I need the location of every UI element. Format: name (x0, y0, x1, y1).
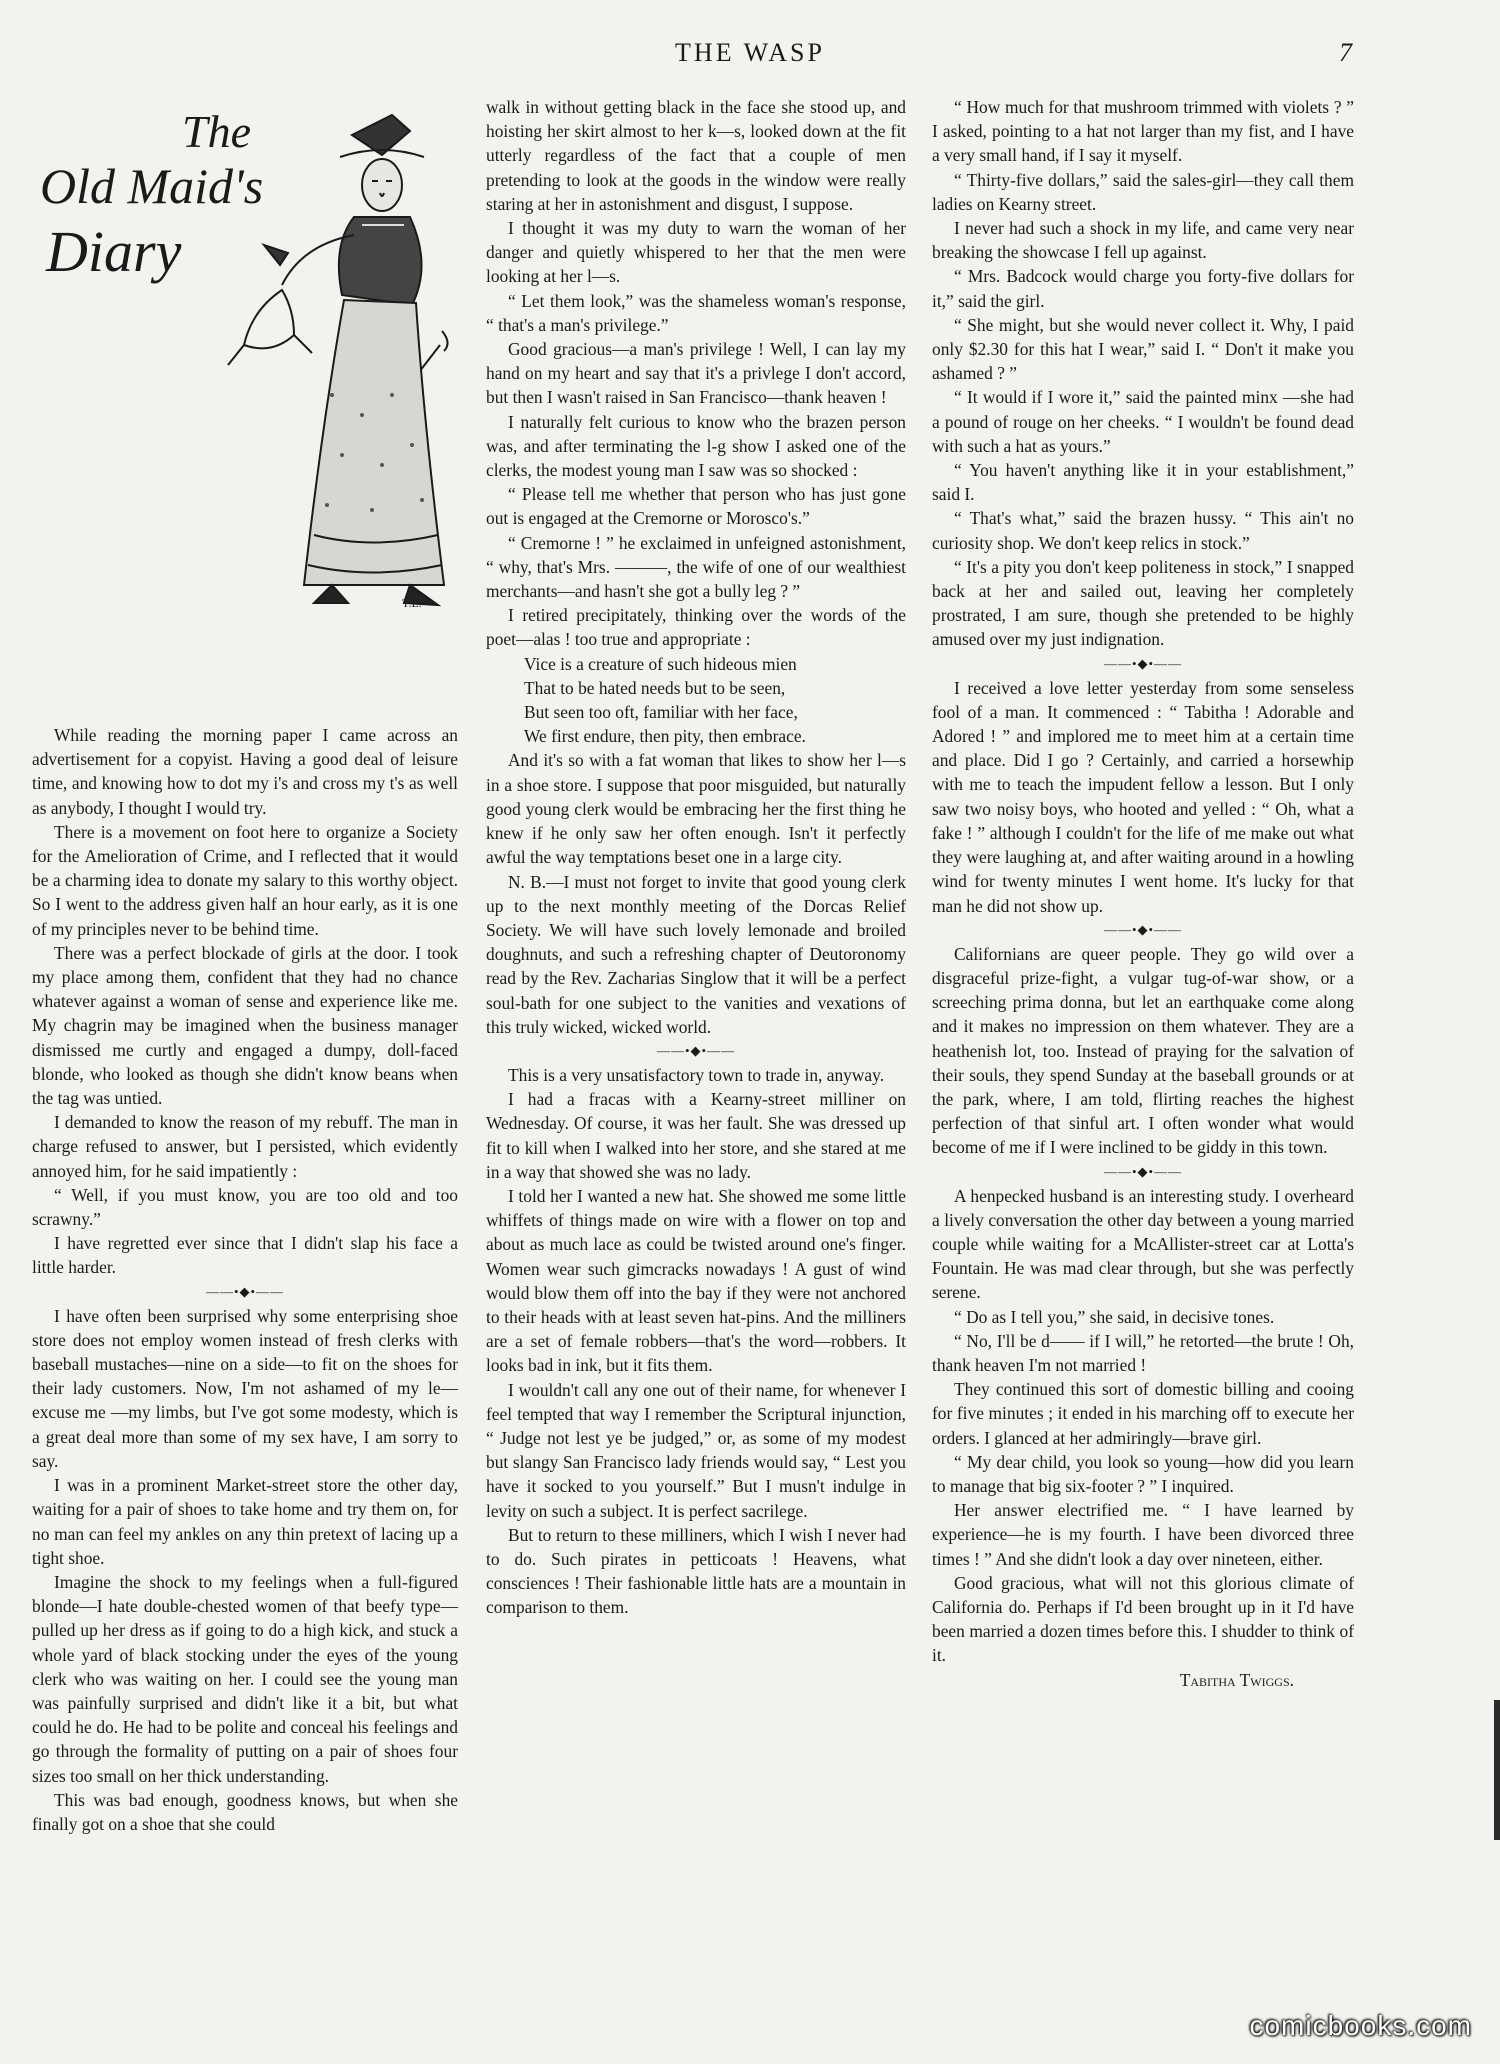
section-separator: ——•◆•—— (1103, 655, 1183, 671)
masthead: THE WASP (675, 38, 825, 67)
paragraph: I demanded to know the reason of my rebuff. The man in charge refused to answer, but I persisted, which evidently annoyed him, for he said impatiently : (32, 1112, 458, 1181)
poem-line: But seen too oft, familiar with her face, (524, 702, 798, 723)
paragraph: There is a movement on foot here to organize a Society for the Amelioration of Crime, and I reflected that it would be a charming idea to donate my salary to this worthy object. So I went to the address given half an hour early, as it is one of my principles never to be behind time. (32, 821, 458, 939)
paragraph: I have often been surprised why some enterprising shoe store does not employ women instead of fresh clerks with baseball mustaches—nine on a side—to fit on the shoes for their lady customers. Now, I'm not ashamed of my le—excuse me —my limbs, but I've got some modesty, which is a great deal more than some of my sex have, I am sorry to say. (32, 1305, 458, 1471)
old-maid-drawing (32, 95, 458, 615)
author-signature: Tabitha Twiggs. (1179, 1669, 1294, 1690)
paragraph: Imagine the shock to my feelings when a full-figured blonde—I hate double-chested women of that beefy type—pulled up her dress as if going to do a high kick, and stuck a whole yard of black stocking under the eyes of the young clerk who was waiting on her. I could see the young man was painfully surprised and didn't like it a bit, but what could he do. He had to be polite and conceal his feelings and go through the formality of putting on a pair of shoes four sizes too small on her thick understanding. (32, 1571, 458, 1786)
paragraph: This is a very unsatisfactory town to trade in, anyway. (508, 1064, 885, 1085)
paragraph: A henpecked husband is an interesting study. I overheard a lively conversation the other day between a young married couple while waiting for a McAllister-street car at Lotta's Fountain. He was mad clear through, but she was perfectly serene. (932, 1185, 1354, 1303)
paragraph: While reading the morning paper I came across an advertisement for a copyist. Having a good deal of leisure time, and knowing how to dot my i's and cross my t's as well as anybody, I thought I would try. (32, 725, 458, 818)
watermark: comicbooks.com (1249, 2010, 1472, 2041)
page-header (0, 38, 1500, 78)
paragraph: “ No, I'll be d—— if I will,” he retorted—the brute ! Oh, thank heaven I'm not married ! (932, 1330, 1354, 1375)
paragraph: Good gracious, what will not this glorious climate of California do. Perhaps if I'd been brought up in it I'd have been married a dozen times before this. I shudder to think of it. (932, 1572, 1354, 1666)
paragraph: “ You haven't anything like it in your establishment,” said I. (932, 460, 1354, 505)
section-separator: ——•◆•—— (205, 1283, 285, 1299)
paragraph: N. B.—I must not forget to invite that good young clerk up to the next monthly meeting of the Dorcas Relief Society. We will have such lovely lemonade and broiled doughnuts, and such a refreshing chapter of Deutoronomy read by the Rev. Zacharias Singlow that it will be a perfect soul-bath for one subject to the vanities and vexations of this truly wicked, wicked world. (486, 871, 906, 1037)
section-separator: ——•◆•—— (1103, 1163, 1183, 1179)
paragraph: Good gracious—a man's privilege ! Well, I can lay my hand on my heart and say that it's a privlege I don't accord, but then I wasn't raised in San Francisco—thank heaven ! (486, 339, 906, 408)
page-number: 7 (1339, 38, 1352, 67)
poem-line: We first endure, then pity, then embrace. (524, 726, 806, 747)
column-3 (932, 95, 1354, 1692)
paragraph: “ How much for that mushroom trimmed with violets ? ” I asked, pointing to a hat not larger than my fist, and I have a very small hand, if I say it myself. (932, 97, 1354, 166)
paragraph: “ Cremorne ! ” he exclaimed in unfeigned astonishment, “ why, that's Mrs. ———, the wife of one of our wealthiest merchants—and hasn't she got a bully leg ? ” (486, 532, 906, 602)
page-edge-shadow (1494, 1700, 1500, 1840)
paragraph: I was in a prominent Market-street store the other day, waiting for a pair of shoes to take home and try them on, for no man can feel my ankles on any thin pretext of lacing up a tight shoe. (32, 1475, 458, 1568)
illustration-title-line-2: Old Maid's (40, 158, 264, 214)
section-separator: ——•◆•—— (656, 1042, 736, 1058)
paragraph: “ My dear child, you look so young—how did you learn to manage that big six-footer ? ” I inquired. (932, 1451, 1354, 1496)
illustrator-signature: T.L. (402, 596, 422, 610)
poem-line: Vice is a creature of such hideous mien (524, 653, 797, 674)
paragraph: There was a perfect blockade of girls at the door. I took my place among them, confident that they had no chance whatever against a woman of sense and experience like me. My chagrin may be imagined when the business manager dismissed me curtly and engaged a dumpy, doll-faced blonde, who looked as though she didn't know beans when the tag was untied. (32, 942, 458, 1109)
paragraph: “ Well, if you must know, you are too old and too scrawny.” (32, 1184, 458, 1230)
paragraph: “ It would if I wore it,” said the painted minx —she had a pound of rouge on her cheeks. “ I wouldn't be found dead with such a hat as yours.” (932, 387, 1354, 456)
paragraph: “ Please tell me whether that person who has just gone out is engaged at the Cremorne or Morosco's.” (486, 484, 906, 529)
paragraph: This was bad enough, goodness knows, but when she finally got on a shoe that she could (32, 1789, 458, 1834)
paragraph: “ She might, but she would never collect it. Why, I paid only $2.30 for this hat I wear,” said I. “ Don't it make you ashamed ? ” (932, 314, 1354, 384)
poem-quote (486, 652, 906, 749)
paragraph: “ Let them look,” was the shameless woman's response, “ that's a man's privilege.” (486, 290, 906, 335)
paragraph: And it's so with a fat woman that likes to show her l—s in a shoe store. I suppose that poor misguided, but naturally good young clerk would be embracing her the first thing he knew if he only saw her often enough. Isn't it perfectly awful the way temptations beset one in a large city. (486, 750, 906, 868)
paragraph: I wouldn't call any one out of their name, for whenever I feel tempted that way I remember the Scriptural injunction, “ Judge not lest ye be judged,” or, as some of my modest but slangy San Francisco lady friends would say, “ Lest you have it socked to you yourself.” But I musn't indulge in levity on such a subject. It is perfect sacrilege. (486, 1379, 906, 1521)
paragraph: “ Do as I tell you,” she said, in decisive tones. (954, 1306, 1275, 1327)
paragraph: I retired precipitately, thinking over the words of the poet—alas ! too true and appropriate : (486, 605, 906, 650)
column-2 (486, 95, 906, 1620)
paragraph: I never had such a shock in my life, and came very near breaking the showcase I fell up against. (932, 218, 1354, 263)
paragraph: Her answer electrified me. “ I have learned by experience—he is my fourth. I have been divorced three times ! ” And she didn't look a day over nineteen, either. (932, 1500, 1354, 1569)
illustration-title-line-1: The (182, 106, 251, 157)
paragraph: walk in without getting black in the face she stood up, and hoisting her skirt almost to her k—s, looked down at the fit utterly regardless of the fact that a couple of men pretending to look at the goods in the window were really staring at her in astonishment and disgust, I suppose. (486, 97, 906, 214)
column-1 (32, 95, 458, 1836)
paragraph: I told her I wanted a new hat. She showed me some little whiffets of things made on wire with a flower on top and about as much lace as could be twisted around one's finger. Women wear such gimcracks nowadays ! A gust of wind would blow them off into the bay if they were not anchored to their heads with at least seven hat-pins. And the milliners are a set of female robbers—that's the word—robbers. It looks bad in ink, but it fits them. (486, 1185, 906, 1376)
old-maid-illustration (32, 95, 458, 615)
paragraph: “ Mrs. Badcock would charge you forty-five dollars for it,” said the girl. (932, 266, 1354, 311)
paragraph: They continued this sort of domestic billing and cooing for five minutes ; it ended in his marching off to execute her orders. I glanced at her admiringly—brave girl. (932, 1379, 1354, 1448)
paragraph: I received a love letter yesterday from some senseless fool of a man. It commenced : “ Tabitha ! Adorable and Adored ! ” and implored me to meet him at a certain time and place. Did I go ? Certainly, and carried a horsewhip with me to teach the impudent fellow a lesson. But I only saw two noisy boys, who hooted and yelled : “ Oh, what a fake ! ” although I couldn't for the life of me make out what they were laughing at, and after waiting around in a howling wind for twenty minutes I went home. It's lucky for that man he did not show up. (932, 677, 1354, 916)
paragraph: I have regretted ever since that I didn't slap his face a little harder. (32, 1233, 458, 1278)
paragraph: Californians are queer people. They go wild over a disgraceful prize-fight, a vulgar tug-of-war show, or a screeching prima donna, but let an earthquake come along and it makes no impression on them whatever. They are a heathenish lot, too. Instead of praying for the salvation of their souls, they spend Sunday at the baseball grounds or at the park, where, I am told, flirting reaches the highest perfection of that sinful art. I often wonder what would become of me if I were inclined to be giddy in this town. (932, 943, 1354, 1158)
section-separator: ——•◆•—— (1103, 921, 1183, 937)
paragraph: “ Thirty-five dollars,” said the sales-girl—they call them ladies on Kearny street. (932, 169, 1354, 214)
poem-line: That to be hated needs but to be seen, (524, 677, 786, 698)
paragraph: I had a fracas with a Kearny-street milliner on Wednesday. Of course, it was her fault. She was dressed up fit to kill when I walked into her store, and she stared at me in a way that showed she was no lady. (486, 1089, 906, 1182)
paragraph: I thought it was my duty to warn the woman of her danger and quietly whispered to her that the men were looking at her l—s. (486, 218, 906, 287)
paragraph: But to return to these milliners, which I wish I never had to do. Such pirates in petticoats ! Heavens, what consciences ! Their fashionable little hats are a mountain in comparison to them. (486, 1524, 906, 1618)
illustration-title-line-3: Diary (46, 219, 182, 284)
paragraph: I naturally felt curious to know who the brazen person was, and after terminating the l-g show I asked one of the clerks, the modest young man I saw was so shocked : (486, 411, 906, 481)
paragraph: “ That's what,” said the brazen hussy. “ This ain't no curiosity shop. We don't keep relics in stock.” (932, 508, 1354, 553)
paragraph: “ It's a pity you don't keep politeness in stock,” I snapped back at her and sailed out, leaving her completely prostrated, I am sure, though she pretended to be highly amused over my just indignation. (932, 556, 1354, 650)
